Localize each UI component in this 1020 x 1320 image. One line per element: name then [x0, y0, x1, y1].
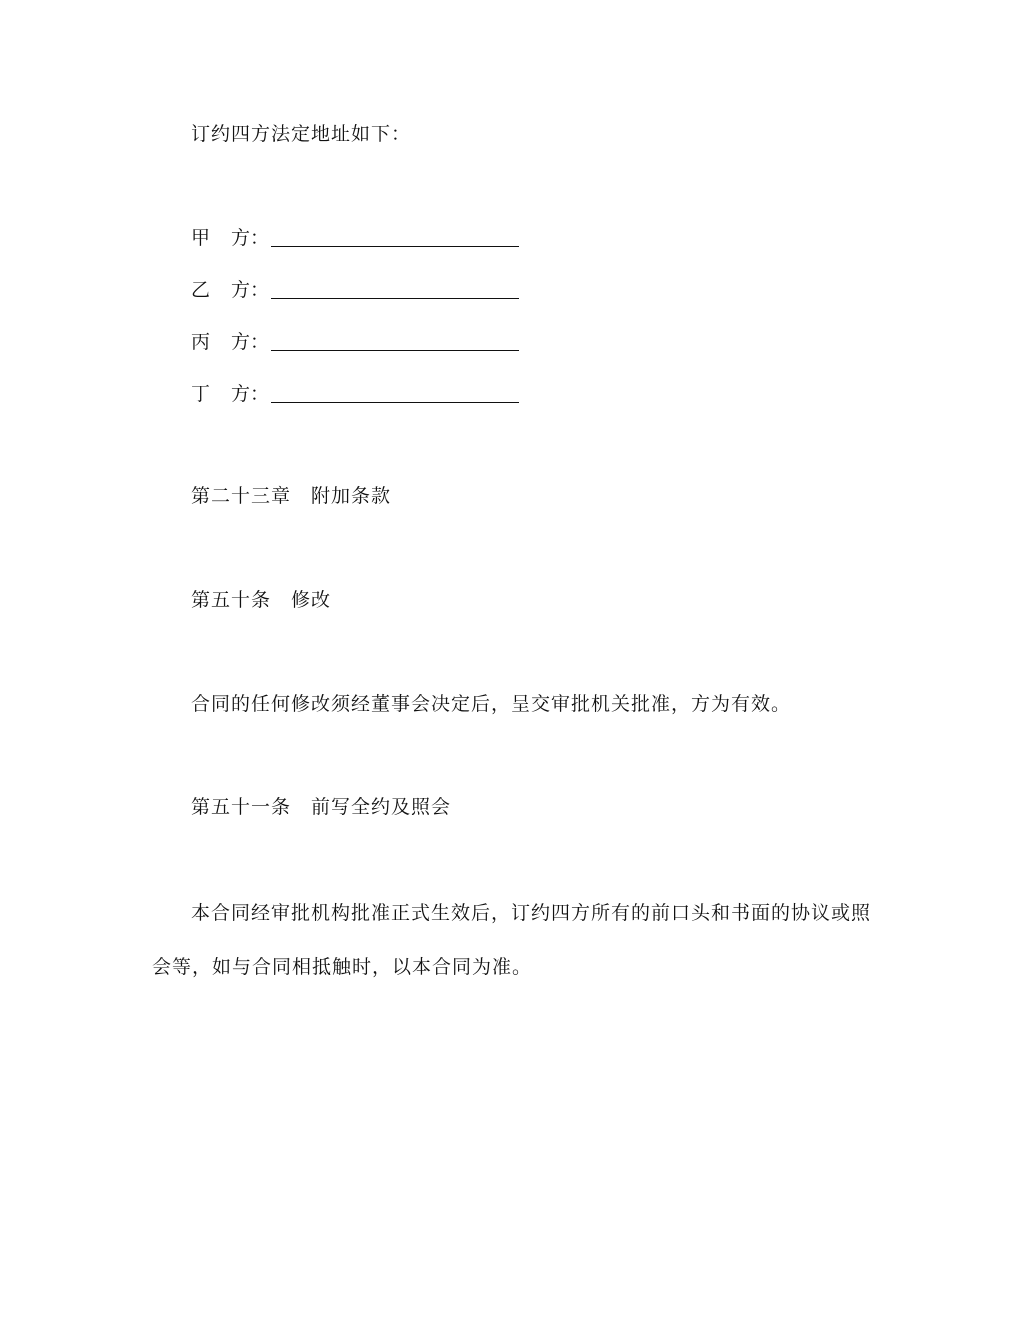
- intro-text: 订约四方法定地址如下：: [191, 123, 412, 145]
- party-suffix: 方：: [231, 279, 270, 301]
- party-row-d: [191, 380, 519, 406]
- article-51-body-line-2: 会等，如与合同相抵触时，以本合同为准。: [152, 956, 533, 978]
- fill-in-blank: [271, 278, 519, 299]
- fill-in-blank: [271, 382, 519, 403]
- party-name: 甲: [191, 227, 211, 249]
- fill-in-blank: [271, 226, 519, 247]
- party-suffix: 方：: [231, 383, 270, 405]
- party-suffix: 方：: [231, 227, 270, 249]
- article-50-title: 修改: [291, 589, 332, 611]
- party-row-b: [191, 276, 519, 302]
- article-51-body-line-1: 本合同经审批机构批准正式生效后，订约四方所有的前口头和书面的协议或照: [191, 902, 872, 924]
- party-name: 丙: [191, 331, 211, 353]
- article-51-heading: [191, 795, 451, 819]
- party-suffix: 方：: [231, 331, 270, 353]
- fill-in-blank: [271, 330, 519, 351]
- chapter-number: 第二十三章: [191, 485, 292, 507]
- party-row-a: [191, 224, 519, 250]
- article-50-heading: [191, 588, 331, 612]
- chapter-heading: [191, 484, 391, 508]
- party-row-c: [191, 328, 519, 354]
- party-name: 丁: [191, 383, 211, 405]
- article-50-number: 第五十条: [191, 589, 272, 611]
- article-51-title: 前写全约及照会: [311, 796, 452, 818]
- article-50-body: 合同的任何修改须经董事会决定后，呈交审批机关批准，方为有效。: [191, 693, 792, 715]
- article-51-number: 第五十一条: [191, 796, 292, 818]
- chapter-title: 附加条款: [311, 485, 392, 507]
- party-name: 乙: [191, 279, 211, 301]
